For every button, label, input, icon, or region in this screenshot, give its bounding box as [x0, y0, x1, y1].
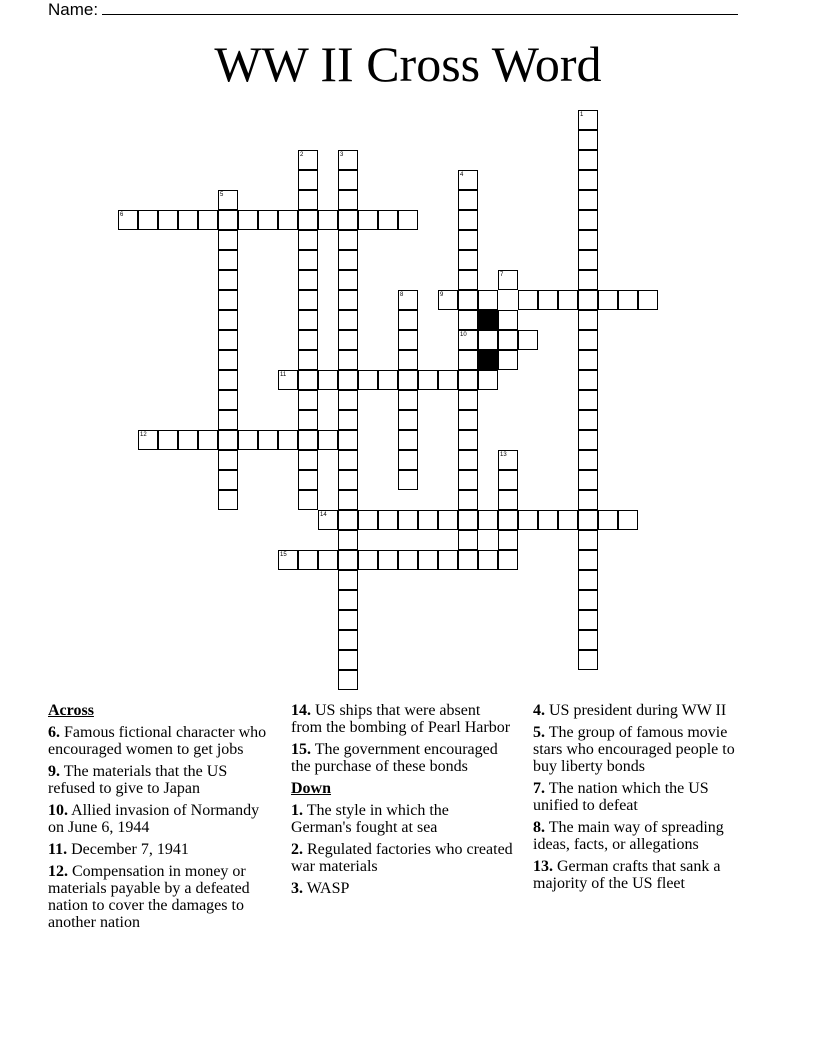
crossword-cell[interactable]: [378, 210, 398, 230]
crossword-cell[interactable]: [298, 470, 318, 490]
crossword-cell[interactable]: [338, 430, 358, 450]
clue-column-3: [533, 702, 755, 897]
name-label: Name:: [48, 0, 99, 19]
crossword-cell[interactable]: [578, 290, 598, 310]
crossword-cell[interactable]: [438, 510, 458, 530]
clue-down-1: [291, 802, 513, 836]
crossword-cell[interactable]: [638, 290, 658, 310]
crossword-cell[interactable]: [398, 550, 418, 570]
crossword-cell[interactable]: [138, 210, 158, 230]
crossword-block: [478, 310, 498, 330]
crossword-cell[interactable]: [298, 370, 318, 390]
crossword-cell[interactable]: [338, 550, 358, 570]
crossword-cell[interactable]: [578, 350, 598, 370]
crossword-cell[interactable]: [338, 410, 358, 430]
crossword-cell[interactable]: [358, 550, 378, 570]
crossword-cell[interactable]: [458, 530, 478, 550]
crossword-cell[interactable]: [458, 550, 478, 570]
clue-text: The government encouraged the purchase of these bonds: [291, 741, 498, 775]
crossword-cell[interactable]: [298, 330, 318, 350]
crossword-cell[interactable]: [218, 430, 238, 450]
crossword-cell[interactable]: [458, 470, 478, 490]
crossword-cell[interactable]: [298, 550, 318, 570]
crossword-cell[interactable]: [218, 470, 238, 490]
clue-text: The nation which the US unified to defeat: [533, 780, 709, 814]
crossword-cell[interactable]: [538, 510, 558, 530]
crossword-cell[interactable]: [578, 650, 598, 670]
clue-text: Compensation in money or materials payable by a defeated nation to cover the damages to another nation: [48, 863, 250, 931]
clue-text: The style in which the German's fought at sea: [291, 802, 449, 836]
crossword-cell[interactable]: [318, 550, 338, 570]
crossword-cell[interactable]: [198, 430, 218, 450]
crossword-cell[interactable]: [578, 150, 598, 170]
crossword-cell[interactable]: [178, 210, 198, 230]
clue-number: 11.: [48, 841, 68, 858]
crossword-cell[interactable]: [338, 230, 358, 250]
crossword-cell[interactable]: [218, 390, 238, 410]
clue-text: The materials that the US refused to give to Japan: [48, 763, 228, 797]
crossword-cell[interactable]: [578, 230, 598, 250]
crossword-cell[interactable]: [518, 290, 538, 310]
crossword-cell[interactable]: [238, 430, 258, 450]
crossword-cell[interactable]: [338, 210, 358, 230]
crossword-cell[interactable]: [278, 210, 298, 230]
clue-across-10: [48, 802, 270, 836]
cell-number: 6: [120, 212, 124, 218]
crossword-cell[interactable]: [578, 390, 598, 410]
crossword-cell[interactable]: [458, 350, 478, 370]
crossword-cell[interactable]: [218, 290, 238, 310]
crossword-cell[interactable]: [298, 350, 318, 370]
crossword-cell[interactable]: [578, 170, 598, 190]
crossword-cell[interactable]: [398, 210, 418, 230]
crossword-cell[interactable]: [498, 490, 518, 510]
crossword-cell[interactable]: [518, 330, 538, 350]
crossword-cell[interactable]: [298, 190, 318, 210]
crossword-cell[interactable]: [298, 270, 318, 290]
crossword-cell[interactable]: [358, 510, 378, 530]
crossword-cell[interactable]: [578, 330, 598, 350]
crossword-cell[interactable]: [458, 310, 478, 330]
crossword-cell[interactable]: [578, 410, 598, 430]
crossword-cell[interactable]: [398, 430, 418, 450]
clue-across-11: [48, 841, 270, 858]
crossword-cell[interactable]: [298, 230, 318, 250]
clue-down-3: [291, 880, 513, 897]
crossword-cell[interactable]: [618, 510, 638, 530]
crossword-cell[interactable]: [478, 330, 498, 350]
crossword-cell[interactable]: [578, 190, 598, 210]
crossword-cell[interactable]: [458, 410, 478, 430]
crossword-cell[interactable]: [418, 370, 438, 390]
clue-text: The main way of spreading ideas, facts, or allegations: [533, 819, 724, 853]
clue-column-1: [48, 702, 270, 936]
clue-across-12: [48, 863, 270, 931]
crossword-cell[interactable]: [298, 390, 318, 410]
crossword-cell[interactable]: [458, 430, 478, 450]
crossword-cell[interactable]: [578, 270, 598, 290]
crossword-cell[interactable]: [578, 430, 598, 450]
crossword-cell[interactable]: [158, 430, 178, 450]
crossword-cell[interactable]: [498, 530, 518, 550]
crossword-cell[interactable]: [218, 450, 238, 470]
crossword-cell[interactable]: [218, 350, 238, 370]
cell-number: 7: [500, 272, 504, 278]
crossword-cell[interactable]: [478, 510, 498, 530]
clue-text: German crafts that sank a majority of the US fleet: [533, 858, 721, 892]
crossword-cell[interactable]: [218, 250, 238, 270]
crossword-cell[interactable]: [298, 290, 318, 310]
cell-number: 1: [580, 112, 584, 118]
crossword-cell[interactable]: [498, 470, 518, 490]
crossword-cell[interactable]: [338, 670, 358, 690]
crossword-cell[interactable]: [498, 330, 518, 350]
crossword-cell[interactable]: [498, 550, 518, 570]
crossword-cell[interactable]: [238, 210, 258, 230]
crossword-cell[interactable]: [318, 210, 338, 230]
cell-number: 9: [440, 292, 444, 298]
crossword-cell[interactable]: [578, 550, 598, 570]
crossword-cell[interactable]: [298, 170, 318, 190]
crossword-cell[interactable]: [398, 370, 418, 390]
cell-number: 10: [460, 332, 467, 338]
clue-number: 5.: [533, 724, 545, 741]
crossword-cell[interactable]: [338, 390, 358, 410]
crossword-cell[interactable]: [218, 410, 238, 430]
crossword-cell[interactable]: [218, 490, 238, 510]
clue-number: 13.: [533, 858, 553, 875]
crossword-cell[interactable]: [338, 630, 358, 650]
crossword-cell[interactable]: [298, 490, 318, 510]
crossword-cell[interactable]: [578, 610, 598, 630]
crossword-cell[interactable]: [578, 250, 598, 270]
crossword-cell[interactable]: [458, 250, 478, 270]
crossword-cell[interactable]: [198, 210, 218, 230]
crossword-cell[interactable]: [258, 210, 278, 230]
crossword-cell[interactable]: [518, 510, 538, 530]
crossword-cell[interactable]: [498, 510, 518, 530]
crossword-cell[interactable]: [498, 310, 518, 330]
cell-number: 4: [460, 172, 464, 178]
crossword-cell[interactable]: [578, 510, 598, 530]
crossword-cell[interactable]: [498, 350, 518, 370]
clue-number: 1.: [291, 802, 303, 819]
clue-text: Famous fictional character who encouraged women to get jobs: [48, 724, 267, 758]
across-heading: Across: [48, 702, 94, 719]
crossword-cell[interactable]: [458, 490, 478, 510]
crossword-cell[interactable]: [378, 550, 398, 570]
crossword-cell[interactable]: [458, 210, 478, 230]
crossword-cell[interactable]: [298, 410, 318, 430]
crossword-cell[interactable]: [338, 190, 358, 210]
crossword-cell[interactable]: [298, 310, 318, 330]
clue-down-2: [291, 841, 513, 875]
crossword-cell[interactable]: [318, 370, 338, 390]
crossword-cell[interactable]: [398, 350, 418, 370]
crossword-cell[interactable]: [298, 430, 318, 450]
crossword-cell[interactable]: [398, 310, 418, 330]
crossword-cell[interactable]: [358, 210, 378, 230]
crossword-cell[interactable]: [378, 370, 398, 390]
crossword-cell[interactable]: [578, 210, 598, 230]
cell-number: 12: [140, 432, 147, 438]
cell-number: 2: [300, 152, 304, 158]
crossword-cell[interactable]: [218, 210, 238, 230]
crossword-cell[interactable]: [318, 430, 338, 450]
crossword-cell[interactable]: [218, 330, 238, 350]
clue-down-13: [533, 858, 755, 892]
crossword-cell[interactable]: [478, 370, 498, 390]
crossword-cell[interactable]: [578, 590, 598, 610]
crossword-cell[interactable]: [578, 630, 598, 650]
crossword-cell[interactable]: [578, 470, 598, 490]
crossword-cell[interactable]: [578, 310, 598, 330]
clue-number: 3.: [291, 880, 303, 897]
cell-number: 3: [340, 152, 344, 158]
crossword-cell[interactable]: [338, 510, 358, 530]
clue-down-8: [533, 819, 755, 853]
crossword-cell[interactable]: [338, 610, 358, 630]
crossword-cell[interactable]: [338, 290, 358, 310]
crossword-cell[interactable]: [298, 450, 318, 470]
crossword-cell[interactable]: [398, 410, 418, 430]
crossword-cell[interactable]: [578, 530, 598, 550]
crossword-cell[interactable]: [338, 450, 358, 470]
clue-number: 8.: [533, 819, 545, 836]
crossword-cell[interactable]: [478, 550, 498, 570]
crossword-cell[interactable]: [218, 270, 238, 290]
crossword-cell[interactable]: [458, 450, 478, 470]
clue-across-9: [48, 763, 270, 797]
crossword-cell[interactable]: [578, 450, 598, 470]
cell-number: 11: [280, 372, 287, 378]
clue-number: 15.: [291, 741, 311, 758]
crossword-cell[interactable]: [338, 370, 358, 390]
crossword-cell[interactable]: [418, 550, 438, 570]
cell-number: 14: [320, 512, 327, 518]
clue-number: 9.: [48, 763, 60, 780]
crossword-cell[interactable]: [538, 290, 558, 310]
crossword-cell[interactable]: [338, 270, 358, 290]
clue-text: WASP: [306, 880, 350, 897]
crossword-cell[interactable]: [278, 430, 298, 450]
crossword-cell[interactable]: [378, 510, 398, 530]
crossword-cell[interactable]: [418, 510, 438, 530]
clue-number: 6.: [48, 724, 60, 741]
clue-number: 10.: [48, 802, 68, 819]
crossword-cell[interactable]: [458, 390, 478, 410]
crossword-cell[interactable]: [458, 510, 478, 530]
cell-number: 5: [220, 192, 224, 198]
page-title: WW II Cross Word: [214, 36, 602, 92]
crossword-cell[interactable]: [398, 330, 418, 350]
clue-text: The group of famous movie stars who encouraged people to buy liberty bonds: [533, 724, 735, 775]
clue-text: December 7, 1941: [71, 841, 189, 858]
clue-number: 2.: [291, 841, 303, 858]
clue-number: 14.: [291, 702, 311, 719]
cell-number: 15: [280, 552, 287, 558]
clue-column-2: [291, 702, 513, 902]
crossword-cell[interactable]: [338, 570, 358, 590]
clue-across-15: [291, 741, 513, 775]
cell-number: 13: [500, 452, 507, 458]
crossword-cell[interactable]: [338, 530, 358, 550]
crossword-cell[interactable]: [398, 390, 418, 410]
clue-across-14: [291, 702, 513, 736]
crossword-cell[interactable]: [458, 290, 478, 310]
clue-down-4: [533, 702, 755, 719]
crossword-cell[interactable]: [438, 550, 458, 570]
crossword-cell[interactable]: [338, 470, 358, 490]
crossword-cell[interactable]: [218, 230, 238, 250]
crossword-cell[interactable]: [458, 230, 478, 250]
crossword-cell[interactable]: [578, 370, 598, 390]
crossword-cell[interactable]: [338, 490, 358, 510]
crossword-cell[interactable]: [558, 290, 578, 310]
clue-text: Regulated factories who created war materials: [291, 841, 513, 875]
crossword-cell[interactable]: [358, 370, 378, 390]
crossword-cell[interactable]: [298, 250, 318, 270]
crossword-cell[interactable]: [578, 130, 598, 150]
down-heading: Down: [291, 780, 332, 797]
crossword-cell[interactable]: [338, 330, 358, 350]
crossword-cell[interactable]: [338, 170, 358, 190]
clue-across-6: [48, 724, 270, 758]
crossword-cell[interactable]: [598, 510, 618, 530]
crossword-cell[interactable]: [438, 370, 458, 390]
clue-text: US president during WW II: [549, 702, 727, 719]
crossword-cell[interactable]: [338, 590, 358, 610]
clue-text: Allied invasion of Normandy on June 6, 1944: [48, 802, 260, 836]
crossword-cell[interactable]: [338, 250, 358, 270]
crossword-cell[interactable]: [338, 350, 358, 370]
crossword-cell[interactable]: [338, 310, 358, 330]
crossword-cell[interactable]: [618, 290, 638, 310]
crossword-cell[interactable]: [398, 470, 418, 490]
crossword-cell[interactable]: [458, 270, 478, 290]
crossword-cell[interactable]: [258, 430, 278, 450]
crossword-cell[interactable]: [218, 370, 238, 390]
crossword-cell[interactable]: [398, 510, 418, 530]
clue-down-5: [533, 724, 755, 775]
crossword-cell[interactable]: [598, 290, 618, 310]
clue-number: 7.: [533, 780, 545, 797]
crossword-cell[interactable]: [178, 430, 198, 450]
crossword-cell[interactable]: [398, 450, 418, 470]
crossword-cell[interactable]: [578, 490, 598, 510]
crossword-cell[interactable]: [158, 210, 178, 230]
crossword-cell[interactable]: [478, 290, 498, 310]
crossword-cell[interactable]: [458, 370, 478, 390]
crossword-cell[interactable]: [578, 570, 598, 590]
clue-number: 4.: [533, 702, 545, 719]
crossword-cell[interactable]: [458, 190, 478, 210]
crossword-cell[interactable]: [298, 210, 318, 230]
cell-number: 8: [400, 292, 404, 298]
clue-number: 12.: [48, 863, 68, 880]
crossword-cell[interactable]: [558, 510, 578, 530]
crossword-block: [478, 350, 498, 370]
clue-text: US ships that were absent from the bombing of Pearl Harbor: [291, 702, 511, 736]
crossword-cell[interactable]: [218, 310, 238, 330]
crossword-cell[interactable]: [338, 650, 358, 670]
clue-down-7: [533, 780, 755, 814]
